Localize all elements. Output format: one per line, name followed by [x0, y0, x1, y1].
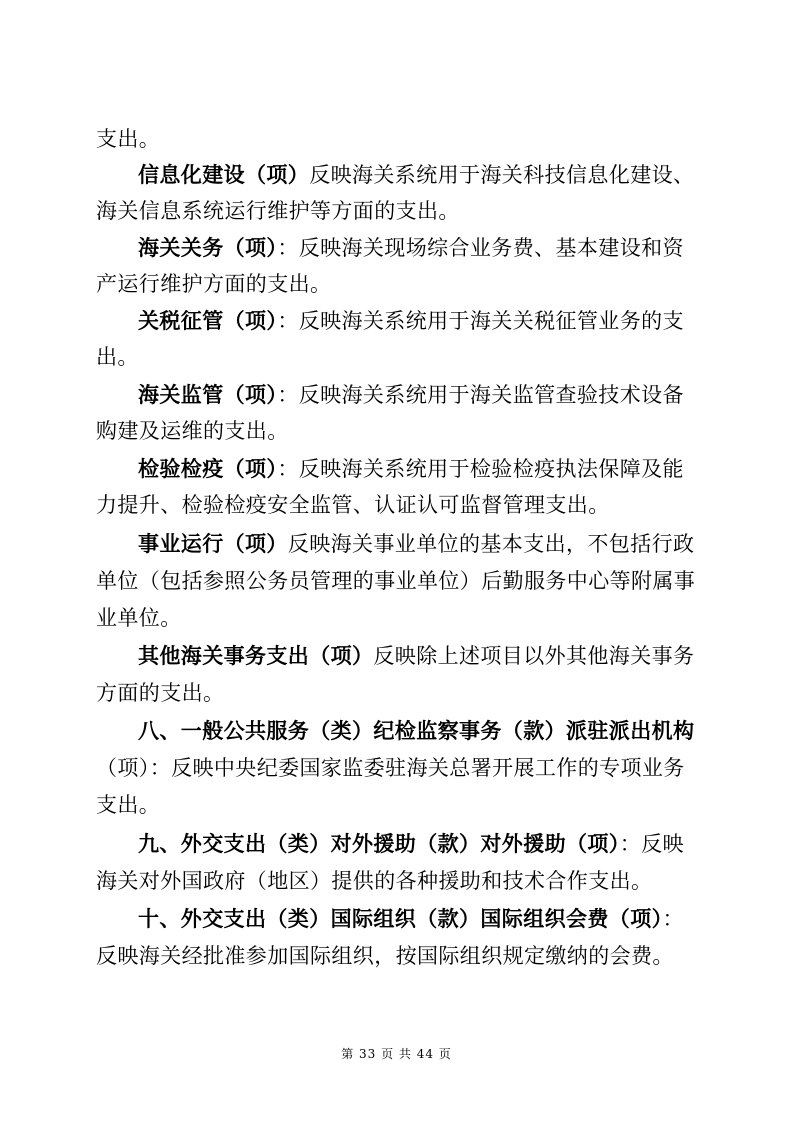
paragraph-item-nine-line-2: [96, 864, 696, 898]
paragraph-item-eight: [138, 714, 696, 748]
paragraph-informatization: [138, 158, 696, 192]
paragraph-line: 海关对外国政府（地区）提供的各种援助和技术合作支出。: [96, 869, 653, 893]
paragraph-heading: 其他海关事务支出（项）: [138, 644, 374, 668]
paragraph-line: 海关信息系统运行维护等方面的支出。: [96, 199, 460, 223]
paragraph-heading: 海关监管（项）: [138, 383, 278, 407]
paragraph-inspection-quarantine: [138, 452, 696, 486]
paragraph-line: ：: [662, 907, 684, 931]
paragraph-line: 单位（包括参照公务员管理的事业单位）后勤服务中心等附属事: [96, 569, 696, 593]
paragraph-line: ：反映海关系统用于检验检疫执法保障及能: [277, 457, 684, 481]
paragraph-line: 反映海关系统用于海关科技信息化建设、: [309, 163, 695, 187]
paragraph-heading: 十、外交支出（类）国际组织（款）国际组织会费（项）: [138, 907, 663, 931]
paragraph-tariff-collection-line-2: [96, 340, 696, 374]
paragraph-informatization-line-2: [96, 194, 696, 228]
paragraph-line: ：反映海关系统用于海关监管查验技术设备: [277, 383, 684, 407]
paragraph-line: 反映海关事业单位的基本支出，不包括行政: [287, 532, 695, 556]
paragraph-item-eight-line-2: [96, 751, 696, 785]
paragraph-item-ten-line-2: [96, 939, 696, 973]
paragraph-line: 反映除上述项目以外其他海关事务: [373, 644, 695, 668]
paragraph-customs-supervision-line-2: [96, 414, 696, 448]
paragraph-line: 支出。: [96, 127, 161, 151]
paragraph-customs-affairs: [138, 231, 696, 265]
paragraph-other-customs-affairs: [138, 639, 696, 673]
paragraph-public-institution-operation-line-3: [96, 601, 696, 635]
paragraph-heading: 关税征管（项）: [138, 309, 278, 333]
paragraph-item-ten: [138, 902, 696, 936]
paragraph-tariff-collection: [138, 304, 696, 338]
paragraph-line: 力提升、检验检疫安全监管、认证认可监督管理支出。: [96, 493, 610, 517]
paragraph-item-eight-line-3: [96, 788, 696, 822]
page-number-footer: 第 33 页 共 44 页: [341, 1047, 452, 1061]
paragraph-line: 业单位。: [96, 606, 182, 630]
paragraph-line: 产运行维护方面的支出。: [96, 272, 332, 296]
paragraph-line: ：反映海关现场综合业务费、基本建设和资: [277, 236, 684, 260]
paragraph-customs-supervision: [138, 378, 696, 412]
paragraph-heading: 九、外交支出（类）对外援助（款）对外援助（项）: [138, 832, 620, 856]
paragraph-public-institution-operation: [138, 527, 696, 561]
paragraph-heading: 事业运行（项）: [138, 532, 288, 556]
paragraph-line: 出。: [96, 345, 139, 369]
paragraph-item-nine: [138, 827, 696, 861]
paragraph-heading: 海关关务（项）: [138, 236, 278, 260]
paragraph-line: ：反映海关系统用于海关关税征管业务的支: [277, 309, 684, 333]
continuation-paragraph: [96, 122, 696, 156]
paragraph-line: 方面的支出。: [96, 681, 225, 705]
paragraph-line: 支出。: [96, 793, 161, 817]
paragraph-line: 反映海关经批准参加国际组织，按国际组织规定缴纳的会费。: [96, 944, 674, 968]
paragraph-line: ：反映: [619, 832, 684, 856]
paragraph-other-customs-affairs-line-2: [96, 676, 696, 710]
paragraph-line: 购建及运维的支出。: [96, 419, 289, 443]
paragraph-heading: 八、一般公共服务（类）纪检监察事务（款）派驻派出机构: [138, 719, 695, 743]
paragraph-heading: 检验检疫（项）: [138, 457, 278, 481]
paragraph-line: （项）：反映中央纪委国家监委驻海关总署开展工作的专项业务: [96, 756, 685, 780]
paragraph-public-institution-operation-line-2: [96, 564, 696, 598]
paragraph-heading: 信息化建设（项）: [138, 163, 310, 187]
paragraph-customs-affairs-line-2: [96, 267, 696, 301]
paragraph-inspection-quarantine-line-2: [96, 488, 696, 522]
